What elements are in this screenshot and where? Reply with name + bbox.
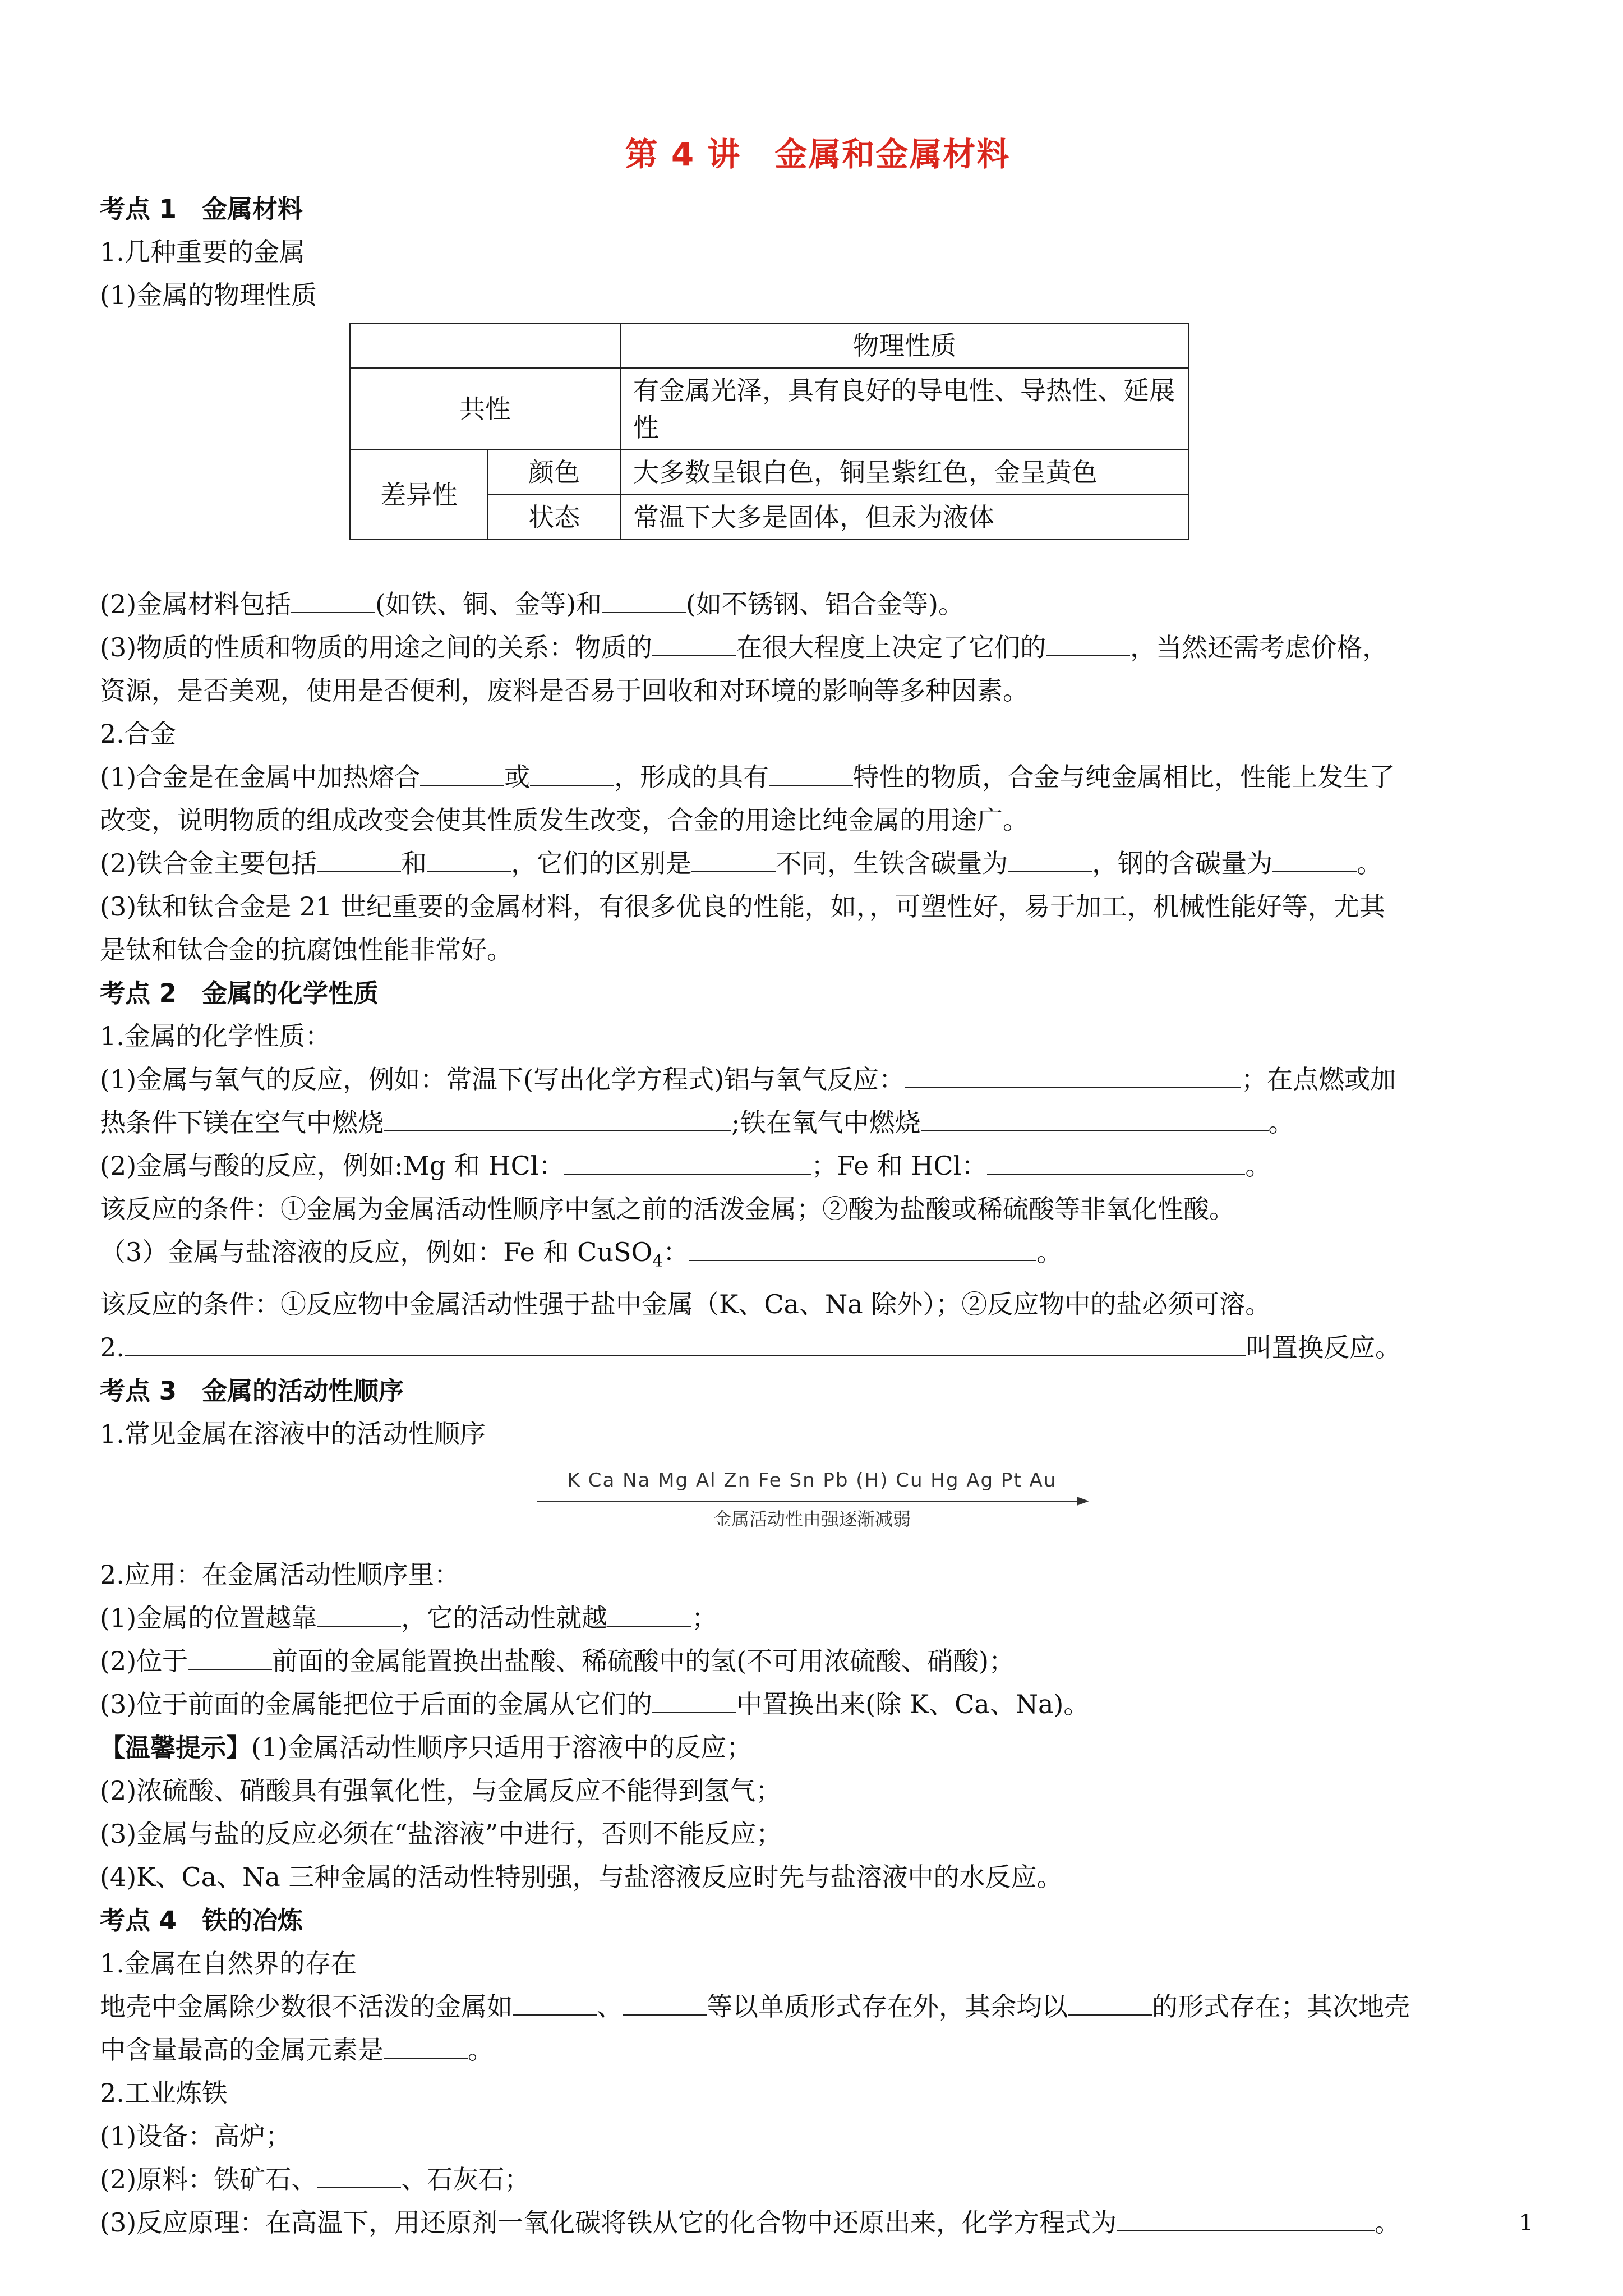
text-segment: (2)金属与酸的反应，例如:Mg 和 HCl：	[100, 1151, 565, 1181]
text-segment: 在很大程度上决定了它们的	[736, 632, 1046, 662]
fill-blank	[921, 1108, 1269, 1131]
text-segment: (3)位于前面的金属能把位于后面的金属从它们的	[100, 1689, 653, 1720]
text-segment: 地壳中金属除少数很不活泼的金属如	[100, 1991, 513, 2022]
fill-blank	[513, 1992, 597, 2016]
text-line: 1.常见金属在溶液中的活动性顺序	[100, 1419, 486, 1450]
text-line: (1)金属的物理性质	[100, 280, 317, 310]
fill-blank	[1046, 633, 1130, 656]
fill-blank	[602, 590, 686, 613]
activity-series-metals: K Ca Na Mg Al Zn Fe Sn Pb (H) Cu Hg Ag Pt Au	[567, 1469, 1057, 1492]
text-segment: ：	[663, 1237, 689, 1267]
text-segment: ，形成的具有	[614, 762, 769, 792]
table-cell-state-value: 常温下大多是固体，但汞为液体	[620, 495, 1189, 540]
text-line: (4)K、Ca、Na 三种金属的活动性特别强，与盐溶液反应时先与盐溶液中的水反应。	[100, 1862, 1063, 1893]
text-line	[100, 1985, 1536, 2028]
fill-blank	[1068, 1992, 1152, 2016]
text-segment: (1)金属与氧气的反应，例如：常温下(写出化学方程式)铝与氧气反应：	[100, 1064, 905, 1094]
text-line: 1.金属的化学性质：	[100, 1021, 331, 1051]
text-line	[100, 1144, 1536, 1188]
text-segment: 。	[1375, 2207, 1401, 2238]
text-segment: 等以单质形式存在外，其余均以	[707, 1991, 1068, 2022]
section-heading-4: 考点 4 铁的冶炼	[100, 1906, 303, 1936]
text-segment: 。	[468, 2035, 494, 2065]
text-line: (3)钛和钛合金是 21 世纪重要的金属材料，有很多优良的性能，如，，可塑性好，易于加工，机械性能好等，尤其	[100, 891, 1385, 922]
table-cell-color-value: 大多数呈银白色，铜呈紫红色，金呈黄色	[620, 450, 1189, 495]
text-line: 该反应的条件：①金属为金属活动性顺序中氢之前的活泼金属；②酸为盐酸或稀硫酸等非氧化性酸。	[100, 1194, 1235, 1224]
text-segment: (如铁、铜、金等)和	[375, 589, 602, 619]
fill-blank	[607, 1603, 691, 1627]
text-line	[100, 1326, 1536, 1369]
text-line	[100, 842, 1536, 885]
text-line: 改变，说明物质的组成改变会使其性质发生改变，合金的用途比纯金属的用途广。	[100, 805, 1029, 835]
text-segment: 的形式存在；其次地壳	[1152, 1991, 1410, 2022]
activity-series-caption: 金属活动性由强逐渐减弱	[713, 1508, 911, 1530]
text-line	[100, 583, 1536, 626]
text-segment: 2.	[100, 1332, 125, 1363]
text-segment: (1)金属的位置越靠	[100, 1603, 317, 1634]
text-segment: ，它的活动性就越	[401, 1603, 608, 1634]
text-segment: 不同，生铁含碳量为	[776, 848, 1008, 878]
section-heading-1: 考点 1 金属材料	[100, 194, 303, 224]
text-line: 2.合金	[100, 719, 176, 749]
text-segment: 、石灰石；	[401, 2164, 531, 2195]
page-title: 第 4 讲 金属和金属材料	[625, 135, 1011, 173]
document-page	[100, 0, 1536, 2296]
text-line: 2.工业炼铁	[100, 2078, 228, 2109]
text-line	[100, 1726, 1536, 1769]
fill-blank	[652, 633, 736, 656]
text-line: 1.几种重要的金属	[100, 237, 305, 267]
text-segment: 。	[1268, 1107, 1294, 1138]
arrow-right-icon	[537, 1495, 1087, 1502]
text-segment: (2)位于	[100, 1646, 188, 1677]
fill-blank	[769, 762, 853, 786]
text-line: (2)浓硫酸、硝酸具有强氧化性，与金属反应不能得到氢气；	[100, 1775, 782, 1806]
text-segment: ;铁在氧气中燃烧	[731, 1107, 921, 1138]
activity-series-figure	[537, 1469, 1087, 1531]
table-cell-color-label: 颜色	[488, 450, 620, 495]
fill-blank	[1008, 849, 1092, 872]
fill-blank	[317, 849, 401, 872]
text-line	[100, 2158, 1536, 2201]
text-segment: 前面的金属能置换出盐酸、稀硫酸中的氢(不可用浓硫酸、硝酸)；	[272, 1646, 1015, 1677]
text-segment: 中含量最高的金属元素是	[100, 2035, 384, 2065]
text-segment: ，它们的区别是	[511, 848, 692, 878]
fill-blank	[1272, 849, 1357, 872]
text-line: 该反应的条件：①反应物中金属活动性强于盐中金属（K、Ca、Na 除外）；②反应物中的盐必须可溶。	[100, 1289, 1271, 1320]
fill-blank	[384, 1108, 731, 1131]
fill-blank	[291, 590, 375, 613]
page-number: 1	[1519, 2210, 1533, 2236]
text-segment: ，钢的含碳量为	[1092, 848, 1273, 878]
text-segment: (2)原料：铁矿石、	[100, 2164, 317, 2195]
text-segment: 或	[504, 762, 531, 792]
fill-blank	[530, 762, 614, 786]
table-cell-state-label: 状态	[488, 495, 620, 540]
document-body	[100, 187, 1536, 2244]
text-segment: (3)反应原理：在高温下，用还原剂一氧化碳将铁从它的化合物中还原出来，化学方程式为	[100, 2207, 1117, 2238]
subscript: 4	[652, 1251, 663, 1272]
text-line	[100, 626, 1536, 669]
text-segment: (1)合金是在金属中加热熔合	[100, 762, 421, 792]
fill-blank	[652, 1690, 736, 1713]
fill-blank	[905, 1065, 1241, 1088]
section-heading-2: 考点 2 金属的化学性质	[100, 978, 379, 1008]
text-line: 是钛和钛合金的抗腐蚀性能非常好。	[100, 935, 513, 965]
text-line	[100, 1596, 1536, 1640]
text-line	[100, 1101, 1536, 1144]
fill-blank	[564, 1151, 811, 1175]
text-segment: 和	[401, 848, 427, 878]
fill-blank	[691, 849, 776, 872]
text-segment: ；在点燃或加	[1241, 1064, 1396, 1094]
text-line	[100, 1058, 1536, 1101]
text-segment: (1)金属活动性顺序只适用于溶液中的反应；	[251, 1732, 753, 1763]
text-segment: ，当然还需考虑价格，	[1130, 632, 1389, 662]
fill-blank	[420, 762, 504, 786]
text-segment: 、	[597, 1991, 623, 2022]
tip-label: 【温馨提示】	[100, 1733, 252, 1763]
section-heading-3: 考点 3 金属的活动性顺序	[100, 1376, 404, 1406]
fill-blank	[623, 1992, 707, 2016]
text-line: 2.应用：在金属活动性顺序里：	[100, 1559, 460, 1590]
text-segment: ；	[691, 1603, 718, 1634]
text-line	[100, 2201, 1536, 2244]
text-line: 资源，是否美观，使用是否便利，废料是否易于回收和对环境的影响等多种因素。	[100, 675, 1029, 706]
text-segment: 。	[1357, 848, 1383, 878]
table-row	[350, 368, 1189, 450]
text-segment: 中置换出来(除 K、Ca、Na)。	[736, 1689, 1090, 1720]
text-line	[100, 756, 1536, 799]
table-header-cell: 物理性质	[620, 323, 1189, 368]
text-segment: 。	[1245, 1151, 1271, 1181]
table-row	[350, 323, 1189, 368]
text-line	[100, 1683, 1536, 1726]
text-line	[100, 1231, 1536, 1283]
text-segment: 热条件下镁在空气中燃烧	[100, 1107, 384, 1138]
table-cell-common-value: 有金属光泽，具有良好的导电性、导热性、延展性	[620, 368, 1189, 450]
table-cell-diff-label: 差异性	[350, 450, 488, 540]
fill-blank	[125, 1333, 1246, 1356]
text-segment: （3）金属与盐溶液的反应，例如：Fe 和 CuSO	[100, 1237, 653, 1267]
text-line: (3)金属与盐的反应必须在“盐溶液”中进行，否则不能反应；	[100, 1819, 782, 1849]
table-row	[350, 450, 1189, 495]
text-line	[100, 1640, 1536, 1683]
fill-blank	[689, 1237, 1036, 1261]
text-line	[100, 2028, 1536, 2072]
fill-blank	[1117, 2208, 1375, 2231]
text-segment: 。	[1036, 1237, 1063, 1267]
text-line: 1.金属在自然界的存在	[100, 1948, 357, 1979]
text-segment: 特性的物质，合金与纯金属相比，性能上发生了	[853, 762, 1395, 792]
table-cell	[350, 323, 620, 368]
text-segment: (2)铁合金主要包括	[100, 848, 317, 878]
text-segment: (如不锈钢、铝合金等)。	[686, 589, 964, 619]
fill-blank	[317, 2165, 401, 2188]
physical-properties-table	[349, 323, 1189, 540]
text-segment: (2)金属材料包括	[100, 589, 292, 619]
text-segment: (3)物质的性质和物质的用途之间的关系：物质的	[100, 632, 653, 662]
fill-blank	[384, 2035, 468, 2059]
text-segment: ；Fe 和 HCl：	[811, 1151, 988, 1181]
fill-blank	[427, 849, 511, 872]
fill-blank	[987, 1151, 1245, 1175]
text-line: (1)设备：高炉；	[100, 2121, 292, 2152]
fill-blank	[188, 1646, 272, 1670]
table-cell-common-label: 共性	[350, 368, 620, 450]
text-segment: 叫置换反应。	[1246, 1332, 1401, 1363]
fill-blank	[317, 1603, 401, 1627]
